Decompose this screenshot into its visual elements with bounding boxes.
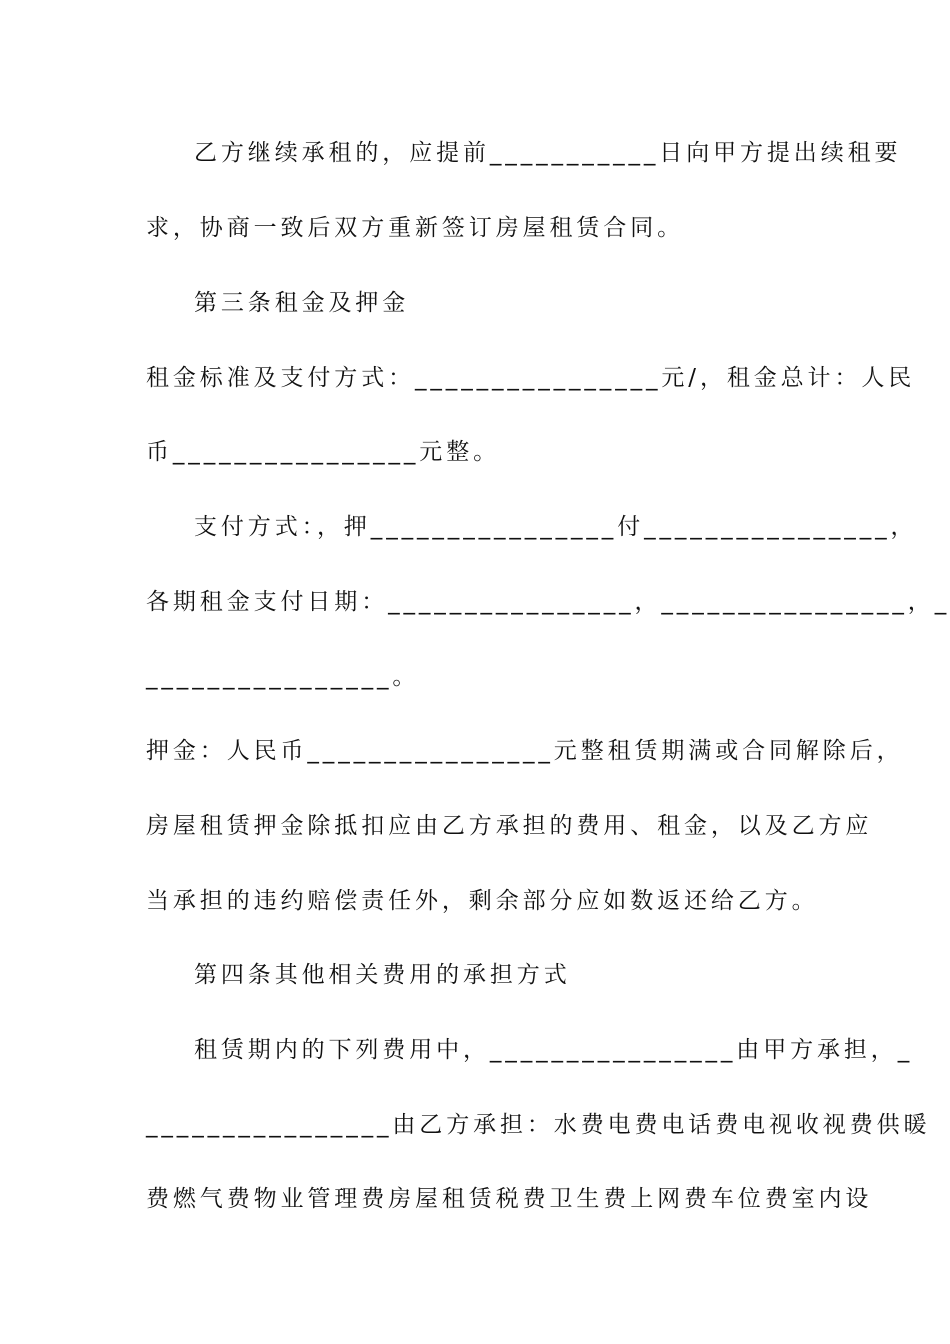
paragraph-line-fees: 租赁期内的下列费用中，________________由甲方承担，_ (194, 1037, 914, 1063)
paragraph-line-rent-standard: 租金标准及支付方式：________________元/，租金总计：人民 (146, 365, 916, 391)
section-heading-article-4: 第四条其他相关费用的承担方式 (194, 962, 571, 988)
section-heading-article-3: 第三条租金及押金 (194, 290, 410, 316)
paragraph-line-renewal: 乙方继续承租的，应提前___________日向甲方提出续租要 (194, 140, 902, 166)
paragraph-line-deposit: 押金：人民币________________元整租赁期满或合同解除后， (146, 738, 904, 764)
paragraph-line-payment-dates: 各期租金支付日期：________________，________________，_ (146, 589, 950, 615)
paragraph-line-payment-method: 支付方式：，押________________付________________， (194, 514, 918, 540)
paragraph-line-deposit-end: 当承担的违约赔偿责任外，剩余部分应如数返还给乙方。 (146, 888, 819, 914)
paragraph-line-payment-dates-cont: ________________。 (146, 664, 420, 690)
paragraph-line-rent-total: 币________________元整。 (146, 439, 500, 465)
paragraph-line-fees-cont: ________________由乙方承担：水费电费电话费电视收视费供暖 (146, 1112, 931, 1138)
paragraph-line-deposit-cont: 房屋租赁押金除抵扣应由乙方承担的费用、租金，以及乙方应 (146, 813, 873, 839)
paragraph-line-fees-list: 费燃气费物业管理费房屋租赁税费卫生费上网费车位费室内设 (146, 1186, 873, 1212)
paragraph-line-renewal-cont: 求，协商一致后双方重新签订房屋租赁合同。 (146, 215, 684, 241)
